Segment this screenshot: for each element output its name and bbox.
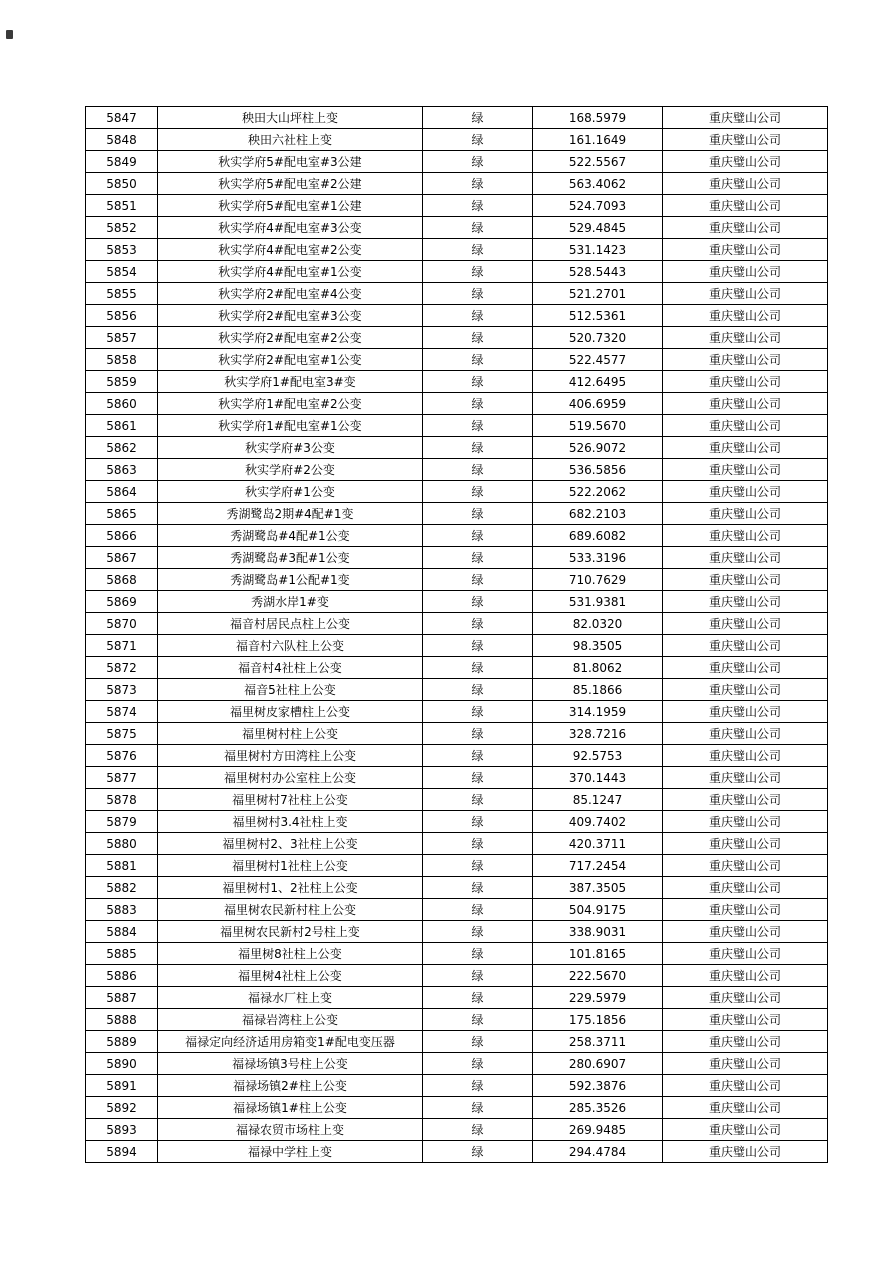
cell-status: 绿 xyxy=(423,327,533,349)
cell-load: 314.1959 xyxy=(533,701,663,723)
cell-company: 重庆璧山公司 xyxy=(663,459,828,481)
cell-load: 533.3196 xyxy=(533,547,663,569)
cell-load: 412.6495 xyxy=(533,371,663,393)
cell-name: 秋实学府5#配电室#2公建 xyxy=(158,173,423,195)
cell-name: 福里树村2、3社柱上公变 xyxy=(158,833,423,855)
table-row xyxy=(86,459,828,481)
cell-name: 福里树村办公室柱上公变 xyxy=(158,767,423,789)
table-row xyxy=(86,437,828,459)
cell-company: 重庆璧山公司 xyxy=(663,745,828,767)
cell-id: 5885 xyxy=(86,943,158,965)
table-row xyxy=(86,657,828,679)
cell-company: 重庆璧山公司 xyxy=(663,129,828,151)
cell-id: 5886 xyxy=(86,965,158,987)
cell-id: 5847 xyxy=(86,107,158,129)
cell-id: 5855 xyxy=(86,283,158,305)
cell-company: 重庆璧山公司 xyxy=(663,283,828,305)
cell-id: 5888 xyxy=(86,1009,158,1031)
cell-name: 秋实学府5#配电室#1公建 xyxy=(158,195,423,217)
cell-status: 绿 xyxy=(423,745,533,767)
cell-id: 5864 xyxy=(86,481,158,503)
cell-name: 福里树村7社柱上公变 xyxy=(158,789,423,811)
cell-company: 重庆璧山公司 xyxy=(663,151,828,173)
cell-name: 福禄水厂柱上变 xyxy=(158,987,423,1009)
cell-status: 绿 xyxy=(423,921,533,943)
table-row xyxy=(86,1097,828,1119)
cell-status: 绿 xyxy=(423,239,533,261)
cell-status: 绿 xyxy=(423,349,533,371)
cell-load: 526.9072 xyxy=(533,437,663,459)
cell-name: 福里树村1、2社柱上公变 xyxy=(158,877,423,899)
cell-status: 绿 xyxy=(423,1053,533,1075)
table-row xyxy=(86,349,828,371)
transformer-table xyxy=(85,106,828,1163)
cell-company: 重庆璧山公司 xyxy=(663,811,828,833)
table-row xyxy=(86,745,828,767)
cell-name: 福禄中学柱上变 xyxy=(158,1141,423,1163)
cell-load: 229.5979 xyxy=(533,987,663,1009)
cell-load: 280.6907 xyxy=(533,1053,663,1075)
cell-load: 710.7629 xyxy=(533,569,663,591)
cell-load: 563.4062 xyxy=(533,173,663,195)
cell-load: 85.1247 xyxy=(533,789,663,811)
cell-name: 秀湖鹭岛2期#4配#1变 xyxy=(158,503,423,525)
cell-id: 5849 xyxy=(86,151,158,173)
cell-id: 5883 xyxy=(86,899,158,921)
cell-company: 重庆璧山公司 xyxy=(663,1009,828,1031)
cell-company: 重庆璧山公司 xyxy=(663,525,828,547)
cell-load: 101.8165 xyxy=(533,943,663,965)
cell-name: 秧田大山坪柱上变 xyxy=(158,107,423,129)
table-row xyxy=(86,503,828,525)
cell-status: 绿 xyxy=(423,1119,533,1141)
cell-load: 328.7216 xyxy=(533,723,663,745)
cell-load: 531.9381 xyxy=(533,591,663,613)
table-row xyxy=(86,1009,828,1031)
cell-load: 175.1856 xyxy=(533,1009,663,1031)
cell-status: 绿 xyxy=(423,899,533,921)
cell-load: 338.9031 xyxy=(533,921,663,943)
table-row xyxy=(86,195,828,217)
cell-id: 5882 xyxy=(86,877,158,899)
cell-load: 406.6959 xyxy=(533,393,663,415)
table-row xyxy=(86,1141,828,1163)
cell-company: 重庆璧山公司 xyxy=(663,943,828,965)
cell-id: 5854 xyxy=(86,261,158,283)
cell-status: 绿 xyxy=(423,371,533,393)
cell-id: 5893 xyxy=(86,1119,158,1141)
cell-id: 5853 xyxy=(86,239,158,261)
cell-company: 重庆璧山公司 xyxy=(663,899,828,921)
table-row xyxy=(86,371,828,393)
cell-name: 秀湖水岸1#变 xyxy=(158,591,423,613)
cell-name: 秋实学府4#配电室#3公变 xyxy=(158,217,423,239)
cell-company: 重庆璧山公司 xyxy=(663,217,828,239)
cell-id: 5850 xyxy=(86,173,158,195)
cell-status: 绿 xyxy=(423,591,533,613)
cell-company: 重庆璧山公司 xyxy=(663,1075,828,1097)
cell-status: 绿 xyxy=(423,393,533,415)
cell-id: 5869 xyxy=(86,591,158,613)
cell-status: 绿 xyxy=(423,503,533,525)
cell-id: 5852 xyxy=(86,217,158,239)
cell-load: 504.9175 xyxy=(533,899,663,921)
cell-id: 5861 xyxy=(86,415,158,437)
cell-id: 5884 xyxy=(86,921,158,943)
cell-load: 258.3711 xyxy=(533,1031,663,1053)
table-row xyxy=(86,217,828,239)
table-row xyxy=(86,1053,828,1075)
cell-id: 5878 xyxy=(86,789,158,811)
table-row xyxy=(86,899,828,921)
table-row xyxy=(86,305,828,327)
cell-id: 5879 xyxy=(86,811,158,833)
cell-id: 5887 xyxy=(86,987,158,1009)
table-row xyxy=(86,261,828,283)
cell-status: 绿 xyxy=(423,283,533,305)
cell-id: 5889 xyxy=(86,1031,158,1053)
cell-status: 绿 xyxy=(423,635,533,657)
cell-name: 福禄场镇1#柱上公变 xyxy=(158,1097,423,1119)
cell-company: 重庆璧山公司 xyxy=(663,305,828,327)
cell-status: 绿 xyxy=(423,217,533,239)
cell-company: 重庆璧山公司 xyxy=(663,657,828,679)
cell-id: 5856 xyxy=(86,305,158,327)
cell-load: 409.7402 xyxy=(533,811,663,833)
table-row xyxy=(86,965,828,987)
cell-load: 98.3505 xyxy=(533,635,663,657)
table-row xyxy=(86,481,828,503)
cell-status: 绿 xyxy=(423,701,533,723)
cell-load: 536.5856 xyxy=(533,459,663,481)
cell-name: 秋实学府2#配电室#1公变 xyxy=(158,349,423,371)
cell-load: 682.2103 xyxy=(533,503,663,525)
table-row xyxy=(86,877,828,899)
cell-company: 重庆璧山公司 xyxy=(663,1097,828,1119)
table-row xyxy=(86,613,828,635)
cell-status: 绿 xyxy=(423,481,533,503)
table-row xyxy=(86,393,828,415)
cell-name: 秋实学府2#配电室#4公变 xyxy=(158,283,423,305)
cell-company: 重庆璧山公司 xyxy=(663,767,828,789)
table-row xyxy=(86,525,828,547)
cell-company: 重庆璧山公司 xyxy=(663,1053,828,1075)
cell-company: 重庆璧山公司 xyxy=(663,547,828,569)
cell-load: 524.7093 xyxy=(533,195,663,217)
cell-status: 绿 xyxy=(423,1031,533,1053)
cell-load: 420.3711 xyxy=(533,833,663,855)
cell-company: 重庆璧山公司 xyxy=(663,173,828,195)
table-row xyxy=(86,283,828,305)
cell-status: 绿 xyxy=(423,525,533,547)
cell-status: 绿 xyxy=(423,151,533,173)
cell-id: 5871 xyxy=(86,635,158,657)
cell-status: 绿 xyxy=(423,173,533,195)
cell-name: 秋实学府4#配电室#1公变 xyxy=(158,261,423,283)
cell-status: 绿 xyxy=(423,415,533,437)
cell-name: 秀湖鹭岛#4配#1公变 xyxy=(158,525,423,547)
cell-status: 绿 xyxy=(423,679,533,701)
cell-load: 689.6082 xyxy=(533,525,663,547)
cell-name: 福禄农贸市场柱上变 xyxy=(158,1119,423,1141)
cell-name: 秋实学府4#配电室#2公变 xyxy=(158,239,423,261)
cell-status: 绿 xyxy=(423,877,533,899)
table-body xyxy=(86,107,828,1163)
cell-load: 519.5670 xyxy=(533,415,663,437)
cell-company: 重庆璧山公司 xyxy=(663,1141,828,1163)
cell-company: 重庆璧山公司 xyxy=(663,833,828,855)
cell-load: 85.1866 xyxy=(533,679,663,701)
cell-name: 福里树4社柱上公变 xyxy=(158,965,423,987)
cell-company: 重庆璧山公司 xyxy=(663,261,828,283)
cell-status: 绿 xyxy=(423,195,533,217)
cell-company: 重庆璧山公司 xyxy=(663,591,828,613)
cell-name: 福里树村3.4社柱上变 xyxy=(158,811,423,833)
cell-company: 重庆璧山公司 xyxy=(663,195,828,217)
cell-company: 重庆璧山公司 xyxy=(663,327,828,349)
cell-status: 绿 xyxy=(423,261,533,283)
cell-id: 5866 xyxy=(86,525,158,547)
cell-name: 福里树8社柱上公变 xyxy=(158,943,423,965)
table-row xyxy=(86,723,828,745)
table-row xyxy=(86,547,828,569)
table-row xyxy=(86,591,828,613)
cell-load: 512.5361 xyxy=(533,305,663,327)
table-row xyxy=(86,1075,828,1097)
cell-load: 528.5443 xyxy=(533,261,663,283)
cell-load: 269.9485 xyxy=(533,1119,663,1141)
cell-name: 秀湖鹭岛#3配#1公变 xyxy=(158,547,423,569)
cell-company: 重庆璧山公司 xyxy=(663,965,828,987)
cell-load: 168.5979 xyxy=(533,107,663,129)
cell-load: 81.8062 xyxy=(533,657,663,679)
cell-company: 重庆璧山公司 xyxy=(663,855,828,877)
cell-load: 717.2454 xyxy=(533,855,663,877)
cell-load: 387.3505 xyxy=(533,877,663,899)
cell-status: 绿 xyxy=(423,1009,533,1031)
cell-company: 重庆璧山公司 xyxy=(663,1119,828,1141)
cell-status: 绿 xyxy=(423,459,533,481)
table-row xyxy=(86,833,828,855)
cell-name: 秋实学府1#配电室#1公变 xyxy=(158,415,423,437)
cell-load: 285.3526 xyxy=(533,1097,663,1119)
cell-company: 重庆璧山公司 xyxy=(663,437,828,459)
cell-id: 5873 xyxy=(86,679,158,701)
cell-id: 5862 xyxy=(86,437,158,459)
cell-name: 福音村六队柱上公变 xyxy=(158,635,423,657)
cell-name: 秋实学府5#配电室#3公建 xyxy=(158,151,423,173)
cell-id: 5872 xyxy=(86,657,158,679)
cell-status: 绿 xyxy=(423,569,533,591)
cell-company: 重庆璧山公司 xyxy=(663,987,828,1009)
cell-company: 重庆璧山公司 xyxy=(663,877,828,899)
table-row xyxy=(86,239,828,261)
cell-id: 5876 xyxy=(86,745,158,767)
table-row xyxy=(86,811,828,833)
cell-id: 5870 xyxy=(86,613,158,635)
table-row xyxy=(86,921,828,943)
cell-status: 绿 xyxy=(423,855,533,877)
cell-status: 绿 xyxy=(423,943,533,965)
cell-name: 秋实学府#2公变 xyxy=(158,459,423,481)
cell-company: 重庆璧山公司 xyxy=(663,393,828,415)
table-row xyxy=(86,987,828,1009)
cell-company: 重庆璧山公司 xyxy=(663,371,828,393)
table-row xyxy=(86,635,828,657)
cell-company: 重庆璧山公司 xyxy=(663,415,828,437)
cell-name: 福里树农民新村柱上公变 xyxy=(158,899,423,921)
cell-company: 重庆璧山公司 xyxy=(663,569,828,591)
cell-load: 529.4845 xyxy=(533,217,663,239)
cell-id: 5874 xyxy=(86,701,158,723)
cell-id: 5890 xyxy=(86,1053,158,1075)
table-row xyxy=(86,1031,828,1053)
cell-status: 绿 xyxy=(423,789,533,811)
cell-id: 5868 xyxy=(86,569,158,591)
cell-status: 绿 xyxy=(423,965,533,987)
cell-status: 绿 xyxy=(423,1141,533,1163)
cell-status: 绿 xyxy=(423,613,533,635)
cell-load: 370.1443 xyxy=(533,767,663,789)
cell-load: 592.3876 xyxy=(533,1075,663,1097)
table-row xyxy=(86,415,828,437)
cell-company: 重庆璧山公司 xyxy=(663,613,828,635)
cell-name: 福音村4社柱上公变 xyxy=(158,657,423,679)
cell-id: 5881 xyxy=(86,855,158,877)
cell-name: 福音5社柱上公变 xyxy=(158,679,423,701)
cell-status: 绿 xyxy=(423,1075,533,1097)
cell-load: 161.1649 xyxy=(533,129,663,151)
cell-status: 绿 xyxy=(423,987,533,1009)
cell-status: 绿 xyxy=(423,129,533,151)
cell-load: 522.2062 xyxy=(533,481,663,503)
cell-company: 重庆璧山公司 xyxy=(663,349,828,371)
cell-name: 福里树村方田湾柱上公变 xyxy=(158,745,423,767)
cell-company: 重庆璧山公司 xyxy=(663,723,828,745)
cell-id: 5875 xyxy=(86,723,158,745)
table-row xyxy=(86,173,828,195)
table-row xyxy=(86,855,828,877)
cell-company: 重庆璧山公司 xyxy=(663,481,828,503)
cell-name: 福禄岩湾柱上公变 xyxy=(158,1009,423,1031)
cell-load: 222.5670 xyxy=(533,965,663,987)
table-row xyxy=(86,701,828,723)
cell-status: 绿 xyxy=(423,833,533,855)
cell-name: 福里树村1社柱上公变 xyxy=(158,855,423,877)
cell-company: 重庆璧山公司 xyxy=(663,789,828,811)
cell-status: 绿 xyxy=(423,1097,533,1119)
cell-name: 秋实学府1#配电室#2公变 xyxy=(158,393,423,415)
table-row xyxy=(86,767,828,789)
cell-company: 重庆璧山公司 xyxy=(663,921,828,943)
cell-status: 绿 xyxy=(423,107,533,129)
cell-id: 5859 xyxy=(86,371,158,393)
table-row xyxy=(86,1119,828,1141)
cell-load: 82.0320 xyxy=(533,613,663,635)
cell-id: 5863 xyxy=(86,459,158,481)
cell-status: 绿 xyxy=(423,305,533,327)
cell-status: 绿 xyxy=(423,723,533,745)
cell-status: 绿 xyxy=(423,657,533,679)
table-row xyxy=(86,943,828,965)
cell-name: 福里树农民新村2号柱上变 xyxy=(158,921,423,943)
cell-company: 重庆璧山公司 xyxy=(663,635,828,657)
cell-company: 重庆璧山公司 xyxy=(663,1031,828,1053)
cell-id: 5865 xyxy=(86,503,158,525)
cell-load: 294.4784 xyxy=(533,1141,663,1163)
cell-name: 福里树村柱上公变 xyxy=(158,723,423,745)
cell-company: 重庆璧山公司 xyxy=(663,107,828,129)
cell-load: 520.7320 xyxy=(533,327,663,349)
cell-status: 绿 xyxy=(423,437,533,459)
cell-id: 5891 xyxy=(86,1075,158,1097)
cell-id: 5892 xyxy=(86,1097,158,1119)
cell-id: 5851 xyxy=(86,195,158,217)
cell-load: 521.2701 xyxy=(533,283,663,305)
cell-status: 绿 xyxy=(423,767,533,789)
cell-name: 秋实学府#1公变 xyxy=(158,481,423,503)
cell-status: 绿 xyxy=(423,811,533,833)
cell-company: 重庆璧山公司 xyxy=(663,239,828,261)
cell-name: 福禄场镇3号柱上公变 xyxy=(158,1053,423,1075)
cell-name: 福禄场镇2#柱上公变 xyxy=(158,1075,423,1097)
cell-id: 5880 xyxy=(86,833,158,855)
cell-name: 秧田六社柱上变 xyxy=(158,129,423,151)
cell-id: 5848 xyxy=(86,129,158,151)
cell-id: 5867 xyxy=(86,547,158,569)
table-row xyxy=(86,129,828,151)
cell-load: 522.5567 xyxy=(533,151,663,173)
table-row xyxy=(86,569,828,591)
cell-name: 秋实学府#3公变 xyxy=(158,437,423,459)
table-row xyxy=(86,151,828,173)
table-row xyxy=(86,107,828,129)
cell-company: 重庆璧山公司 xyxy=(663,679,828,701)
cell-name: 福禄定向经济适用房箱变1#配电变压器 xyxy=(158,1031,423,1053)
cell-load: 531.1423 xyxy=(533,239,663,261)
cell-name: 秋实学府1#配电室3#变 xyxy=(158,371,423,393)
cell-id: 5877 xyxy=(86,767,158,789)
table-row xyxy=(86,327,828,349)
cell-name: 福音村居民点柱上公变 xyxy=(158,613,423,635)
cell-name: 秋实学府2#配电室#3公变 xyxy=(158,305,423,327)
cell-name: 秀湖鹭岛#1公配#1变 xyxy=(158,569,423,591)
table-row xyxy=(86,789,828,811)
table-row xyxy=(86,679,828,701)
cell-company: 重庆璧山公司 xyxy=(663,701,828,723)
cell-company: 重庆璧山公司 xyxy=(663,503,828,525)
cell-name: 秋实学府2#配电室#2公变 xyxy=(158,327,423,349)
cell-id: 5858 xyxy=(86,349,158,371)
cell-load: 92.5753 xyxy=(533,745,663,767)
stray-mark xyxy=(6,30,13,39)
cell-status: 绿 xyxy=(423,547,533,569)
cell-load: 522.4577 xyxy=(533,349,663,371)
cell-id: 5860 xyxy=(86,393,158,415)
cell-id: 5894 xyxy=(86,1141,158,1163)
cell-name: 福里树皮家槽柱上公变 xyxy=(158,701,423,723)
cell-id: 5857 xyxy=(86,327,158,349)
